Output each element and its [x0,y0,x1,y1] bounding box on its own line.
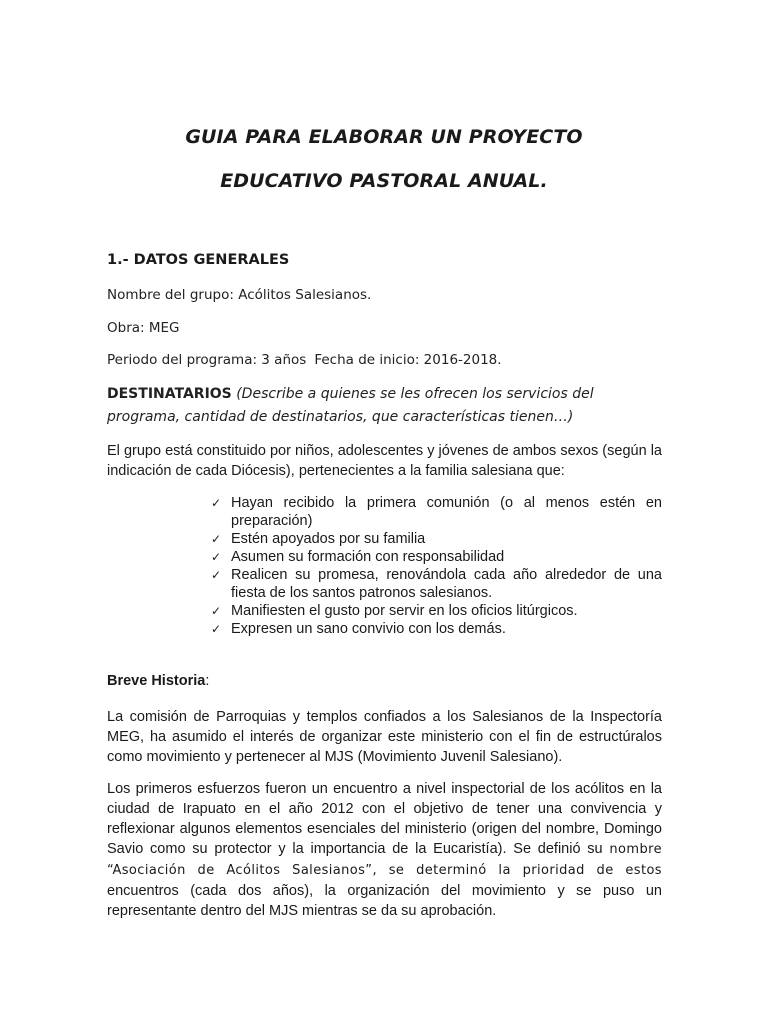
checkmark-icon: ✓ [211,622,222,636]
field-nombre-del-grupo: Nombre del grupo: Acólitos Salesianos. [107,287,372,303]
field-periodo [107,352,502,368]
criteria-checklist [211,494,662,638]
criteria-item: ✓ Realicen su promesa, renovándola cada año alrededor de una fiesta de los santos patronos salesianos. [211,567,662,601]
criteria-item: ✓ Expresen un sano convivio con los demás. [211,621,506,637]
intro-paragraph: El grupo está constituido por niños, adolescentes y jóvenes de ambos sexos (según la indicación de cada Diócesis), pertenecientes a la familia salesiana que: [107,443,662,479]
destinatarios-description: (Describe a quienes se les ofrecen los servicios del programa, cantidad de destinatarios, que características tienen…) [107,386,594,425]
checkmark-icon: ✓ [211,532,222,546]
destinatarios-term: DESTINATARIOS [107,386,232,402]
section-heading-datos-generales: 1.- DATOS GENERALES [107,252,290,268]
destinatarios-block [107,383,667,429]
criteria-item: ✓ Asumen su formación con responsabilidad [211,549,505,565]
field-periodo-programa: Periodo del programa: 3 años [107,352,307,368]
criteria-item: ✓ Manifiesten el gusto por servir en los oficios litúrgicos. [211,603,578,619]
checkmark-icon: ✓ [211,496,222,510]
criteria-item: ✓ Estén apoyados por su familia [211,531,426,547]
field-obra: Obra: MEG [107,320,180,336]
historia-paragraph-1: La comisión de Parroquias y templos confiados a los Salesianos de la Inspectoría MEG, ha asumido el interés de organizar este ministerio con el fin de estructúralos como movimiento y pertenecer al MJS (Movimiento Juvenil Salesiano). [107,709,662,765]
criteria-item: ✓ Hayan recibido la primera comunión (o al menos estén en preparación) [211,495,662,529]
checkmark-icon: ✓ [211,550,222,564]
field-fecha-inicio: Fecha de inicio: 2016-2018. [314,352,502,368]
checkmark-icon: ✓ [211,568,222,582]
historia-paragraph-2: Los primeros esfuerzos fueron un encuentro a nivel inspectorial de los acólitos en la ciudad de Irapuato en el año 2012 con el objetivo de tener una convivencia y reflexionar algunos elementos esenciales del ministerio (origen del nombre, Domingo Savio como su protector y la importancia de la Eucaristía). Se definió su nombre “Asociación de Acólitos Salesianos”, se determinó la prioridad de estos encuentros (cada dos años), la organización del movimiento y se puso un representante dentro del MJS mientras se da su aprobación. [107,781,662,919]
checkmark-icon: ✓ [211,604,222,618]
document-title-line-2: EDUCATIVO PASTORAL ANUAL. [220,170,548,192]
section-heading-breve-historia: Breve Historia: [107,673,210,689]
document-title-line-1: GUIA PARA ELABORAR UN PROYECTO [185,126,583,148]
